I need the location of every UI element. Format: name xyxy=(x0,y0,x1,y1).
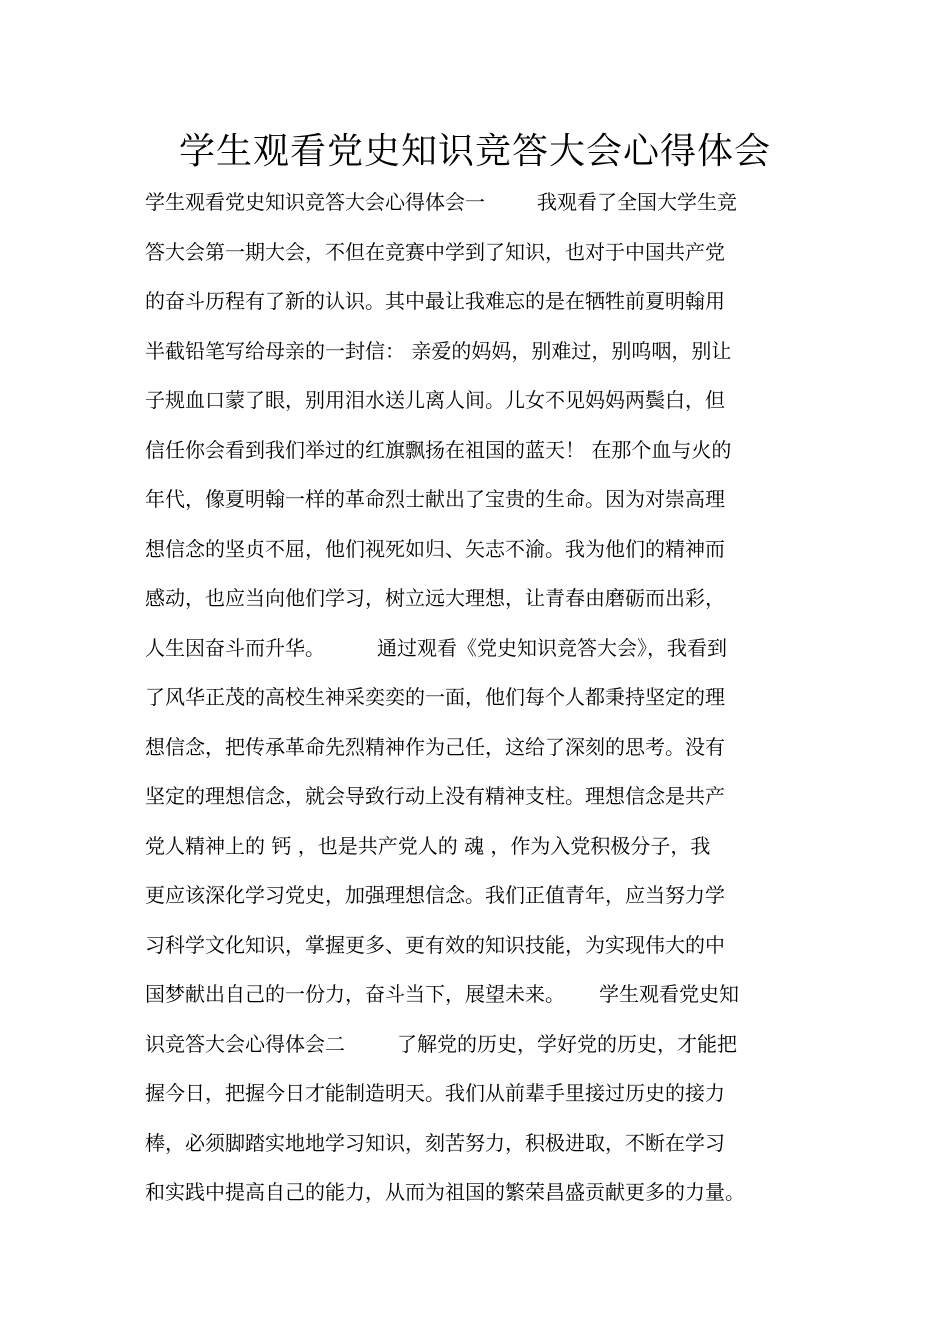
text-segment: 想信念，把传承革命先烈精神作为己任，这给了深刻的思考。没有 xyxy=(145,734,725,759)
text-line xyxy=(145,178,810,228)
text-segment: 信任你会看到我们举过的红旗飘扬在祖国的蓝天！ 在那个血与火的 xyxy=(145,437,732,462)
text-segment: 我观看了全国大学生竞 xyxy=(537,190,737,214)
text-line xyxy=(145,277,810,327)
text-segment: 坚定的理想信念，就会导致行动上没有精神支柱。理想信念是共产 xyxy=(145,784,725,808)
text-segment: 习科学文化知识，掌握更多、更有效的知识技能，为实现伟大的中 xyxy=(145,932,725,957)
text-segment: 的奋斗历程有了新的认识。其中最让我难忘的是在牺牲前夏明翰用 xyxy=(145,289,725,313)
document-title: 学生观看党史知识竞答大会心得体会 xyxy=(178,131,771,172)
text-segment: 党人精神上的 钙 ，也是共产党人的 魂 ，作为入党积极分子，我 xyxy=(145,833,711,858)
text-segment: 想信念的坚贞不屈，他们视死如归、矢志不渝。我为他们的精神而 xyxy=(145,536,725,561)
text-line xyxy=(145,574,810,624)
text-line xyxy=(145,1020,810,1070)
text-line xyxy=(145,1119,810,1169)
text-line xyxy=(145,723,810,773)
text-line xyxy=(145,1168,810,1218)
text-line xyxy=(145,772,810,822)
text-line xyxy=(145,1069,810,1119)
document-body xyxy=(145,178,810,1218)
text-line xyxy=(145,475,810,525)
text-line xyxy=(145,921,810,971)
text-line xyxy=(145,822,810,872)
text-line xyxy=(145,228,810,278)
text-line xyxy=(145,426,810,476)
text-segment: 半截铅笔写给母亲的一封信： 亲爱的妈妈，别难过，别呜咽，别让 xyxy=(145,338,732,363)
text-segment: 了风华正茂的高校生神采奕奕的一面，他们每个人都秉持坚定的理 xyxy=(145,685,725,709)
text-segment: 答大会第一期大会，不但在竞赛中学到了知识，也对于中国共产党 xyxy=(145,239,725,264)
text-segment: 识竞答大会心得体会二 xyxy=(145,1031,345,1056)
text-line xyxy=(145,673,810,723)
text-line xyxy=(145,970,810,1020)
text-line xyxy=(145,525,810,575)
text-segment: 通过观看《党史知识竞答大会》，我看到 xyxy=(377,635,727,660)
text-segment: 握今日，把握今日才能制造明天。我们从前辈手里接过历史的接力 xyxy=(145,1081,725,1105)
text-segment: 更应该深化学习党史，加强理想信念。我们正值青年，应当努力学 xyxy=(145,883,725,907)
text-line xyxy=(145,871,810,921)
text-line xyxy=(145,624,810,674)
text-line xyxy=(145,327,810,377)
text-segment: 年代，像夏明翰一样的革命烈士献出了宝贵的生命。因为对崇高理 xyxy=(145,487,725,511)
text-segment: 学生观看党史知识竞答大会心得体会一 xyxy=(145,190,485,214)
text-segment: 了解党的历史，学好党的历史，才能把 xyxy=(397,1031,737,1056)
text-segment: 棒，必须脚踏实地地学习知识，刻苦努力，积极进取，不断在学习 xyxy=(145,1130,725,1155)
text-line xyxy=(145,376,810,426)
text-segment: 国梦献出自己的一份力，奋斗当下，展望未来。 xyxy=(145,982,565,1006)
text-segment: 和实践中提高自己的能力，从而为祖国的繁荣昌盛贡献更多的力量。 xyxy=(145,1180,745,1204)
text-segment: 人生因奋斗而升华。 xyxy=(145,635,325,660)
text-segment: 学生观看党史知 xyxy=(599,982,739,1006)
text-segment: 子规血口蒙了眼，别用泪水送儿离人间。儿女不见妈妈两鬓白，但 xyxy=(145,388,725,412)
text-segment: 感动，也应当向他们学习，树立远大理想，让青春由磨砺而出彩， xyxy=(145,586,725,610)
